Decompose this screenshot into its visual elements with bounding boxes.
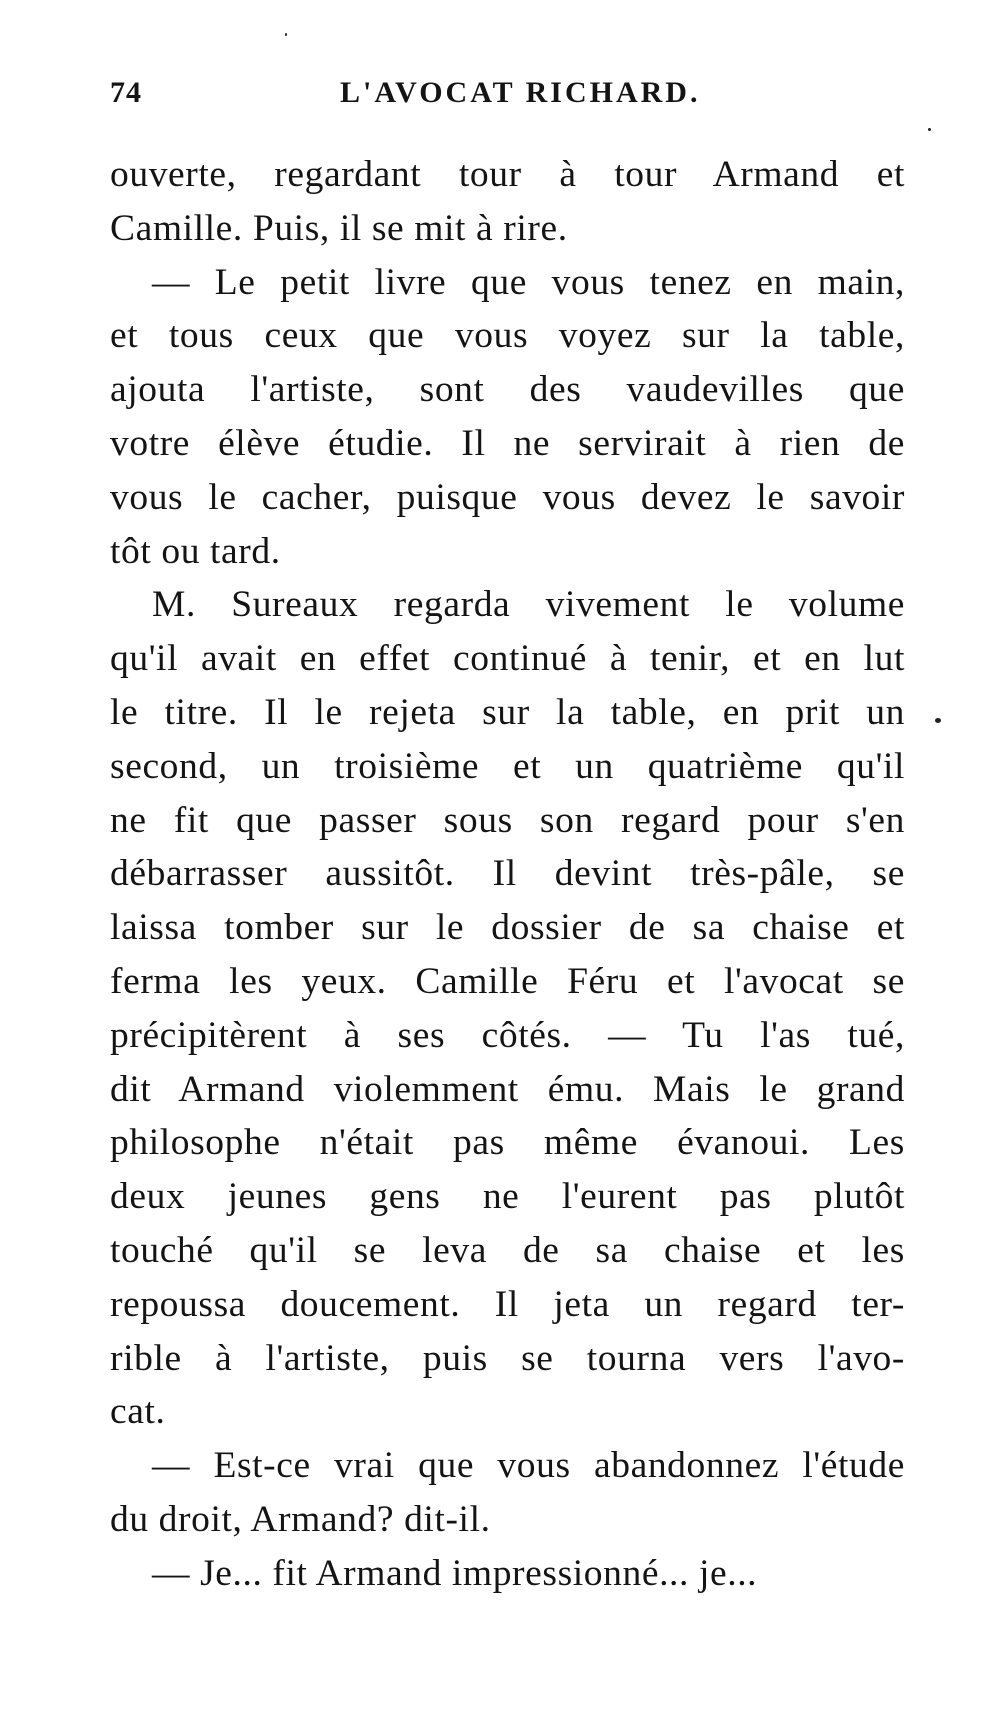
text-line: votre élève étudie. Il ne servirait à rien de bbox=[110, 422, 905, 464]
text-line: cat. bbox=[110, 1391, 166, 1433]
text-line: deux jeunes gens ne l'eurent pas plutôt bbox=[110, 1176, 905, 1218]
text-line: second, un troisième et un quatrième qu'il bbox=[110, 745, 905, 787]
text-line: tôt ou tard. bbox=[110, 530, 281, 572]
text-line: ouverte, regardant tour à tour Armand et bbox=[110, 154, 905, 195]
text-line: ne fit que passer sous son regard pour s'en bbox=[110, 799, 905, 841]
text-line: et tous ceux que vous voyez sur la table, bbox=[110, 315, 905, 357]
print-speck bbox=[285, 33, 287, 36]
text-line: repoussa doucement. Il jeta un regard ter- bbox=[110, 1283, 905, 1325]
print-speck bbox=[928, 128, 931, 131]
text-line: ajouta l'artiste, sont des vaudevilles que bbox=[110, 369, 905, 411]
text-line: — Est-ce vrai que vous abandonnez l'étude bbox=[152, 1445, 905, 1487]
text-line: vous le cacher, puisque vous devez le savoir bbox=[110, 476, 905, 518]
text-line: le titre. Il le rejeta sur la table, en prit un bbox=[110, 691, 905, 733]
text-line: — Le petit livre que vous tenez en main, bbox=[152, 261, 905, 303]
print-speck bbox=[935, 718, 941, 723]
text-line: rible à l'artiste, puis se tourna vers l'avo- bbox=[110, 1337, 905, 1379]
page-header bbox=[110, 76, 900, 116]
text-line: ferma les yeux. Camille Féru et l'avocat se bbox=[110, 960, 905, 1002]
running-title: L'AVOCAT RICHARD. bbox=[340, 76, 701, 109]
text-line: Camille. Puis, il se mit à rire. bbox=[110, 207, 568, 249]
text-line: M. Sureaux regarda vivement le volume bbox=[152, 584, 905, 626]
text-line: du droit, Armand? dit-il. bbox=[110, 1498, 491, 1540]
text-line: touché qu'il se leva de sa chaise et les bbox=[110, 1229, 905, 1271]
text-line: dit Armand violemment ému. Mais le grand bbox=[110, 1068, 905, 1110]
body-text bbox=[110, 148, 905, 1601]
text-line: philosophe n'était pas même évanoui. Les bbox=[110, 1122, 905, 1164]
text-line: laissa tomber sur le dossier de sa chaise et bbox=[110, 907, 905, 949]
text-line: qu'il avait en effet continué à tenir, et en lut bbox=[110, 638, 905, 680]
text-line: — Je... fit Armand impressionné... je... bbox=[152, 1552, 758, 1594]
page-number: 74 bbox=[110, 76, 142, 109]
text-line: débarrasser aussitôt. Il devint très-pâle, se bbox=[110, 853, 905, 895]
text-line: précipitèrent à ses côtés. — Tu l'as tué, bbox=[110, 1014, 905, 1056]
